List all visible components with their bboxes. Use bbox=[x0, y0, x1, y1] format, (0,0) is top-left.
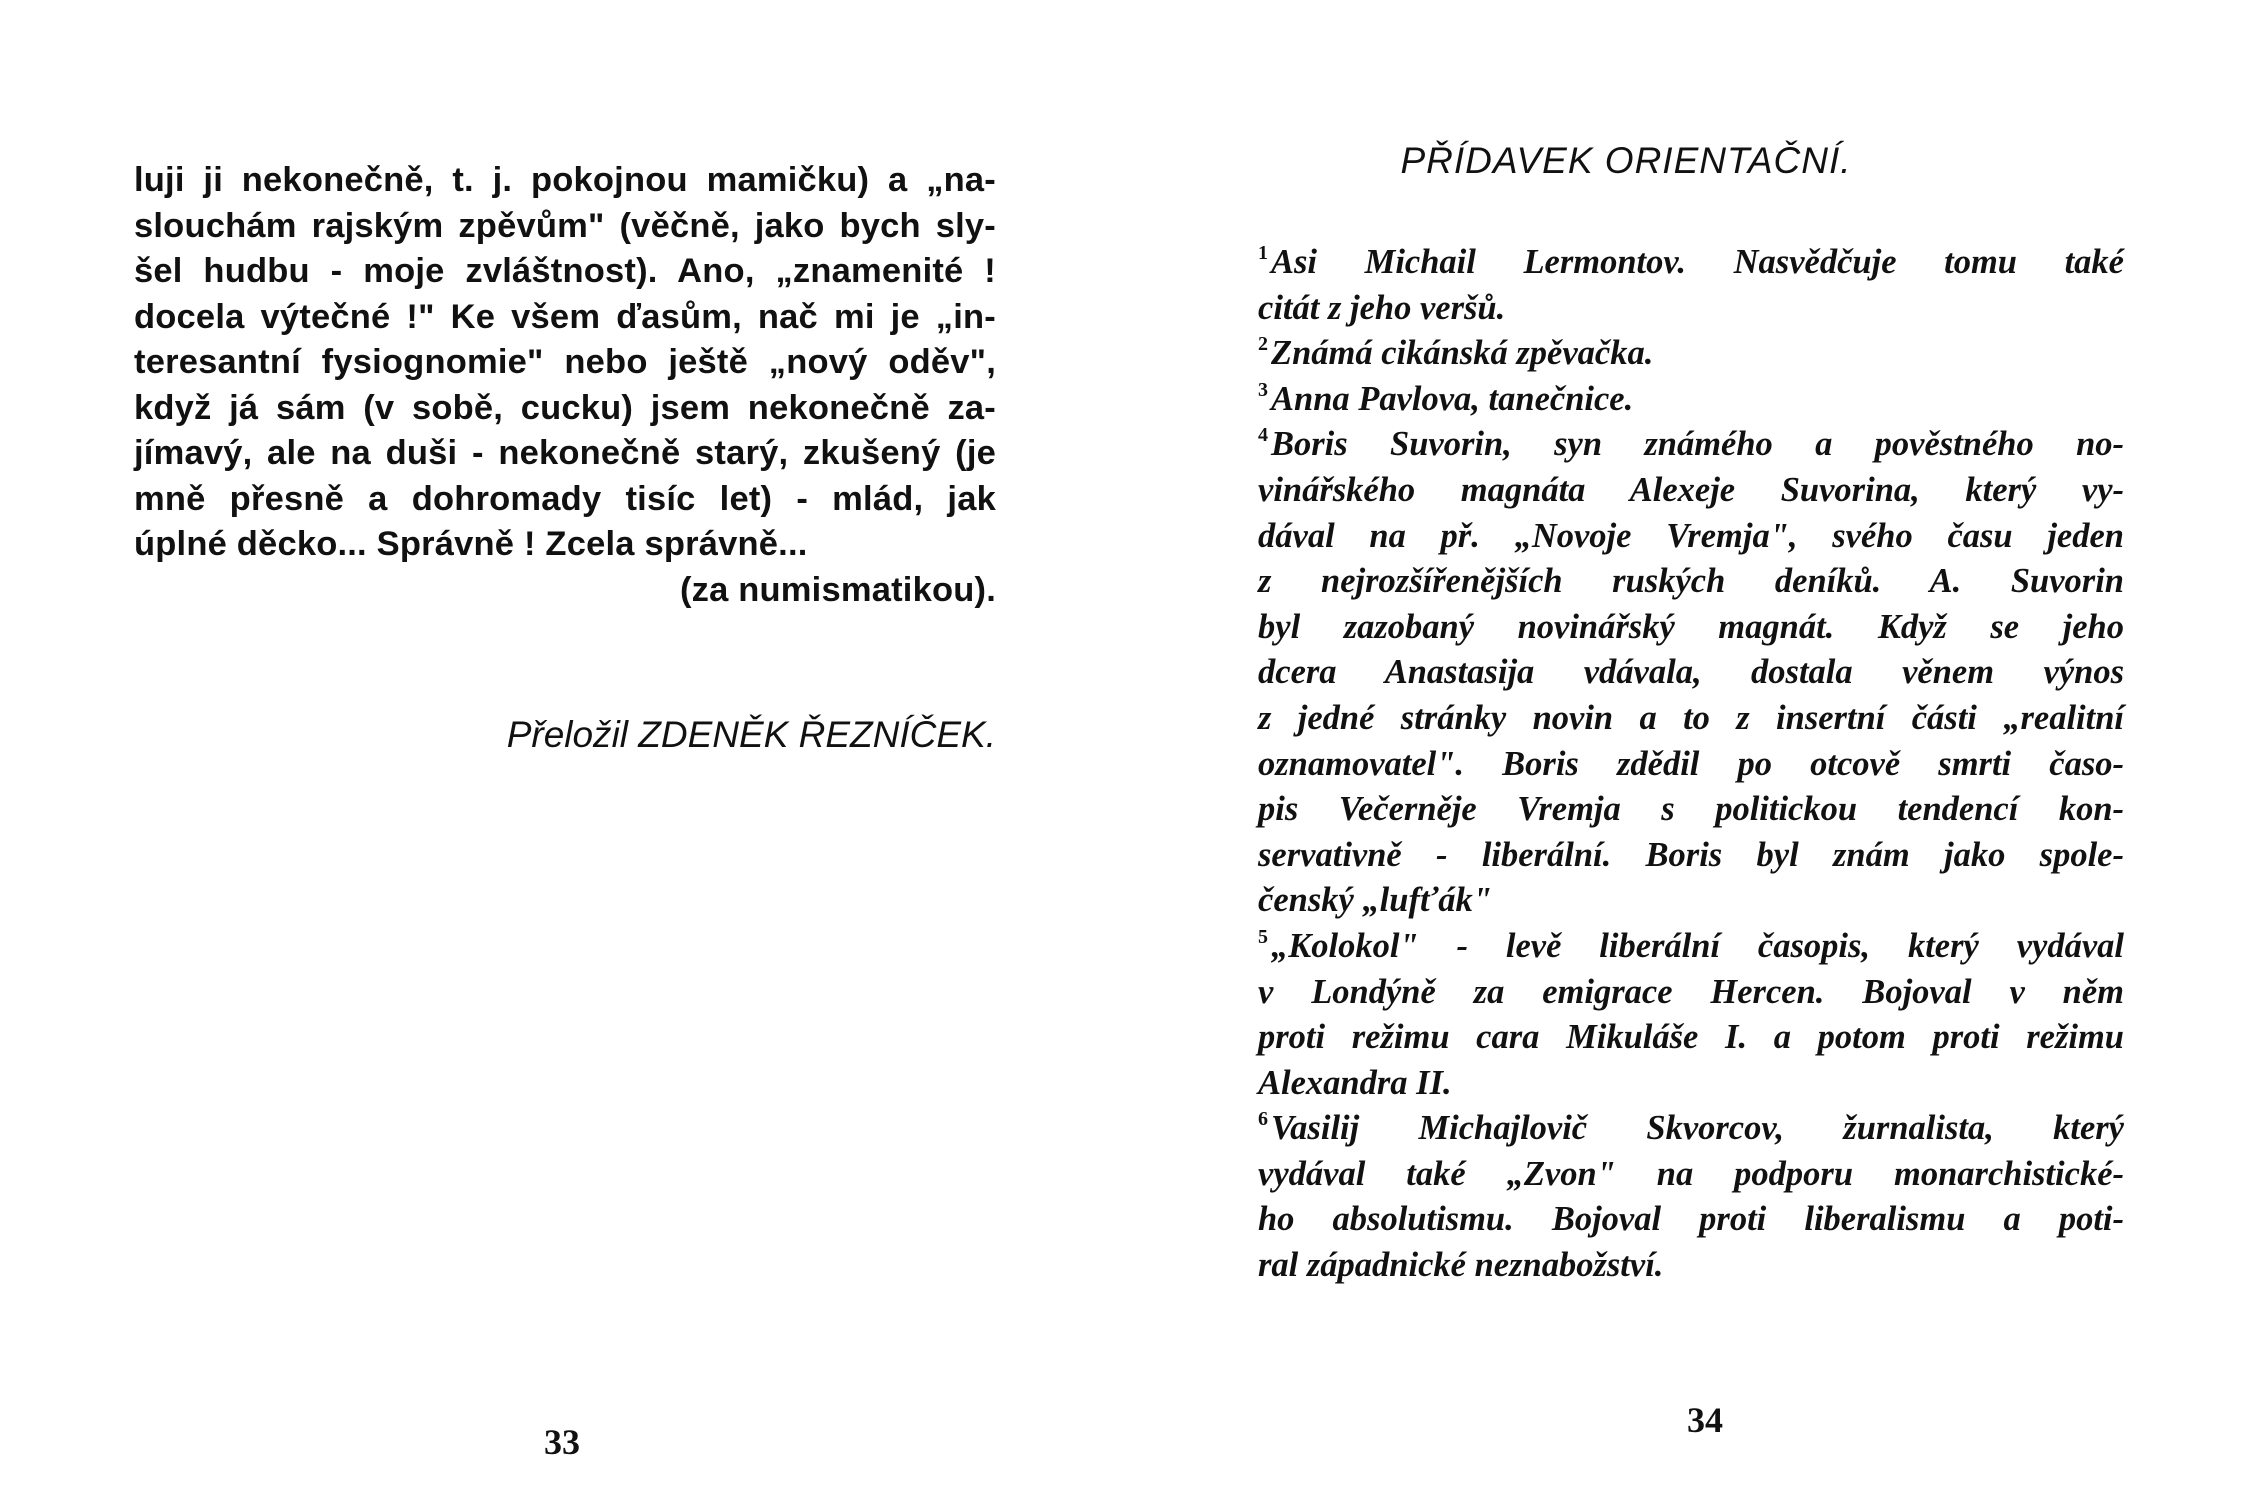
body-line: mně přesně a dohromady tisíc let) - mlád, jak bbox=[134, 479, 996, 518]
body-line: šel hudbu - moje zvláštnost). Ano, „znamenité ! bbox=[134, 252, 996, 290]
footnote-marker: 6 bbox=[1258, 1108, 1268, 1131]
footnote-line: servativně - liberální. Boris byl znám jako spole- bbox=[1258, 835, 2124, 874]
footnote-line bbox=[1258, 240, 2124, 286]
footnote-text: Asi Michail Lermontov. Nasvědčuje tomu také bbox=[1271, 243, 2124, 281]
left-page-body bbox=[134, 158, 996, 613]
footnote-line bbox=[1258, 377, 2124, 423]
body-line: teresantní fysiognomie" nebo ještě „nový oděv", bbox=[134, 343, 996, 381]
footnote-text: „Kolokol" - levě liberální časopis, který vydával bbox=[1271, 926, 2124, 965]
footnote-line: pis Večerněje Vremja s politickou tendencí kon- bbox=[1258, 790, 2124, 829]
footnote-line: proti režimu cara Mikuláše I. a potom proti režimu bbox=[1258, 1018, 2124, 1057]
footnote-marker: 5 bbox=[1258, 925, 1268, 948]
appendix-title: PŘÍDAVEK ORIENTAČNÍ. bbox=[1400, 140, 1852, 181]
footnote-text: Anna Pavlova, tanečnice. bbox=[1271, 379, 1634, 418]
page-number-right: 34 bbox=[1687, 1400, 1723, 1440]
footnote-text: Boris Suvorin, syn známého a pověstného no- bbox=[1271, 425, 2124, 464]
footnote-line: dcera Anastasija vdávala, dostala věnem výnos bbox=[1258, 653, 2124, 692]
footnote-line: ral západnické neznabožství. bbox=[1258, 1246, 1664, 1285]
right-page bbox=[1121, 0, 2242, 1500]
footnote-text: Vasilij Michajlovič Skvorcov, žurnalista, který bbox=[1271, 1109, 2124, 1148]
footnote-line bbox=[1258, 924, 2124, 970]
body-line: úplné děcko... Správně ! Zcela správně... bbox=[134, 525, 808, 563]
footnote-line: z jedné stránky novin a to z insertní části „realitní bbox=[1258, 698, 2124, 737]
footnote-marker: 3 bbox=[1258, 378, 1268, 401]
footnote-line: Alexandra II. bbox=[1258, 1063, 1452, 1102]
closing-line: (za numismatikou). bbox=[679, 570, 996, 609]
footnote-line: ho absolutismu. Bojoval proti liberalismu a poti- bbox=[1258, 1200, 2124, 1239]
translator-credit: Přeložil ZDENĚK ŘEZNÍČEK. bbox=[506, 714, 996, 755]
footnote-line: vinářského magnáta Alexeje Suvorina, který vy- bbox=[1258, 470, 2124, 509]
body-line: když já sám (v sobě, cucku) jsem nekonečně za- bbox=[134, 388, 996, 427]
page-number-left: 33 bbox=[544, 1422, 580, 1462]
footnote-text: Známá cikánská zpěvačka. bbox=[1271, 334, 1654, 373]
footnote-marker: 1 bbox=[1258, 242, 1268, 264]
footnote-line: citát z jeho veršů. bbox=[1258, 288, 1506, 327]
body-line: docela výtečné !" Ke všem ďasům, nač mi je „in- bbox=[134, 297, 996, 336]
footnote-line: oznamovatel". Boris zdědil po otcově smrti časo- bbox=[1258, 744, 2124, 783]
body-line: slouchám rajským zpěvům" (věčně, jako bych sly- bbox=[134, 206, 996, 245]
footnote-line: vydával také „Zvon" na podporu monarchistické- bbox=[1258, 1154, 2124, 1193]
footnote-line bbox=[1258, 1106, 2124, 1152]
footnotes-list bbox=[1258, 240, 2124, 1289]
footnote-line: čenský „lufťák" bbox=[1258, 881, 1492, 920]
footnote-line: z nejrozšířenějších ruských deníků. A. Suvorin bbox=[1258, 562, 2124, 601]
footnote-line bbox=[1258, 422, 2124, 468]
footnote-marker: 4 bbox=[1258, 424, 1268, 447]
footnote-line: dával na př. „Novoje Vremja", svého času jeden bbox=[1258, 516, 2124, 555]
footnote-line: v Londýně za emigrace Hercen. Bojoval v něm bbox=[1258, 972, 2124, 1011]
body-line: luji ji nekonečně, t. j. pokojnou mamičku) a „na- bbox=[134, 161, 996, 199]
footnote-marker: 2 bbox=[1258, 333, 1268, 356]
body-line: jímavý, ale na duši - nekonečně starý, zkušený (je bbox=[134, 434, 996, 472]
footnote-line bbox=[1258, 331, 2124, 377]
footnote-line: byl zazobaný novinářský magnát. Když se jeho bbox=[1258, 607, 2124, 646]
